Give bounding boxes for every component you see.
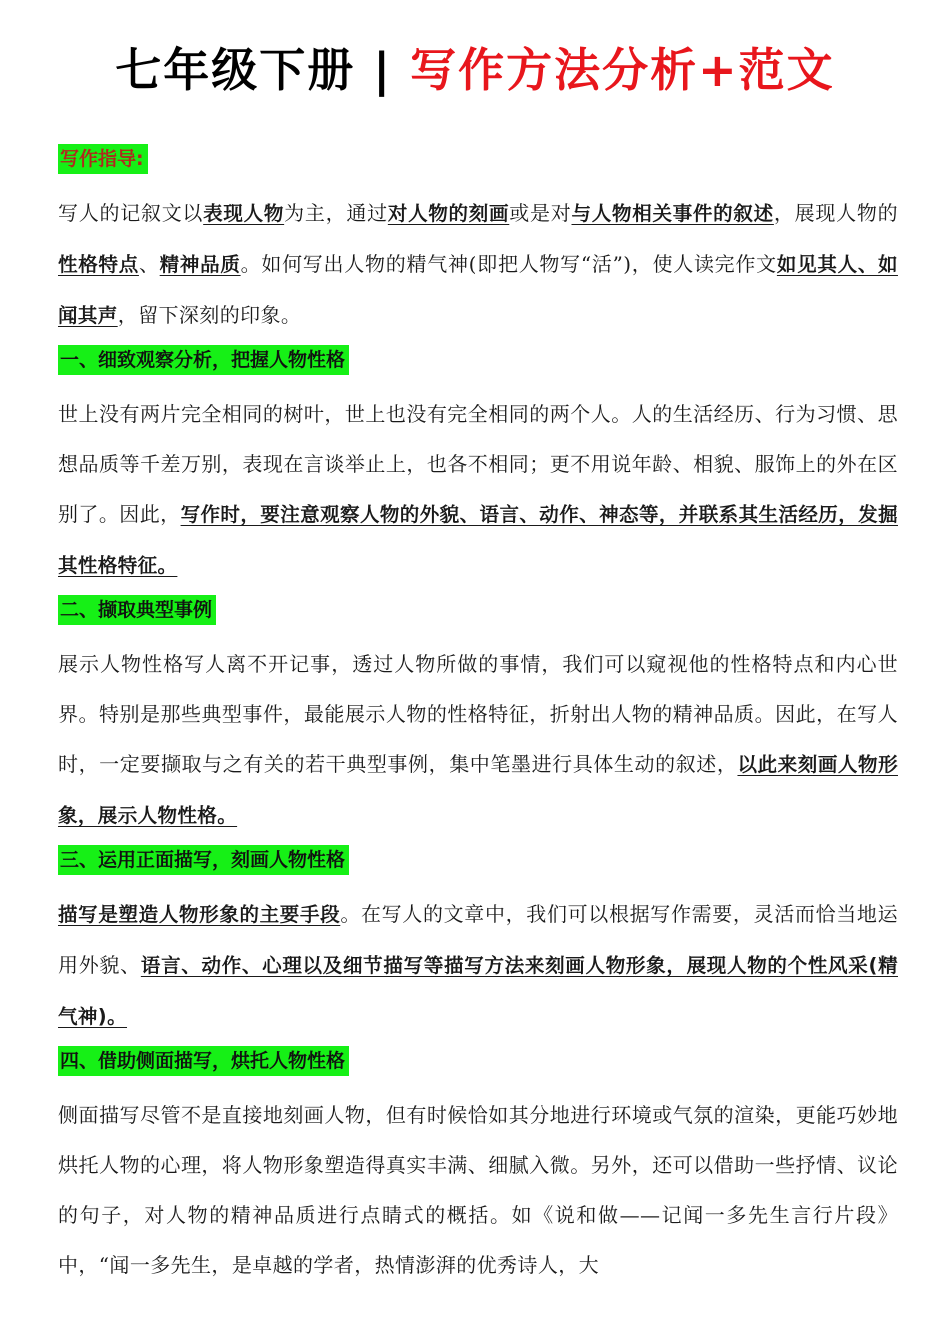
page-title [0, 40, 950, 100]
section-1-paragraph: 世上没有两片完全相同的树叶，世上也没有完全相同的两个人。人的生活经历、行为习惯、思想品质等千差万别，表现在言谈举止上，也各不相同；更不用说年龄、相貌、服饰上的外在区别了。因此，写作时，要注意观察人物的外貌、语言、动作、神态等，并联系其生活经历，发掘其性格特征。 [58, 402, 898, 577]
section-3-paragraph: 描写是塑造人物形象的主要手段。在写人的文章中，我们可以根据写作需要，灵活而恰当地运用外貌、语言、动作、心理以及细节描写等描写方法来刻画人物形象，展现人物的个性风采(精气神)。 [58, 902, 898, 1028]
section-2-heading: 二、撷取典型事例 [58, 595, 216, 625]
guide-heading: 写作指导: [58, 144, 148, 174]
section-4-paragraph: 侧面描写尽管不是直接地刻画人物，但有时候恰如其分地进行环境或气氛的渲染，更能巧妙地烘托人物的心理，将人物形象塑造得真实丰满、细腻入微。另外，还可以借助一些抒情、议论的句子，对人物的精神品质进行点睛式的概括。如《说和做——记闻一多先生言行片段》中，“闻一多先生，是卓越的学者，热情澎湃的优秀诗人，大 [58, 1103, 898, 1277]
guide-paragraph: 写人的记叙文以表现人物为主，通过对人物的刻画或是对与人物相关事件的叙述，展现人物的性格特点、精神品质。如何写出人物的精气神(即把人物写“活”)，使人读完作文如见其人、如闻其声，留下深刻的印象。 [58, 201, 898, 327]
section-1-heading: 一、细致观察分析，把握人物性格 [58, 345, 349, 375]
section-3-heading: 三、运用正面描写，刻画人物性格 [58, 845, 349, 875]
section-4-heading: 四、借助侧面描写，烘托人物性格 [58, 1046, 349, 1076]
title-topic: 写作方法分析+范文 [410, 43, 835, 97]
title-grade: 七年级下册 | [115, 43, 411, 97]
document-body [58, 140, 898, 1290]
section-2-paragraph: 展示人物性格写人离不开记事，透过人物所做的事情，我们可以窥视他的性格特点和内心世界。特别是那些典型事件，最能展示人物的性格特征，折射出人物的精神品质。因此，在写人时，一定要撷取与之有关的若干典型事例，集中笔墨进行具体生动的叙述，以此来刻画人物形象，展示人物性格。 [58, 652, 898, 827]
